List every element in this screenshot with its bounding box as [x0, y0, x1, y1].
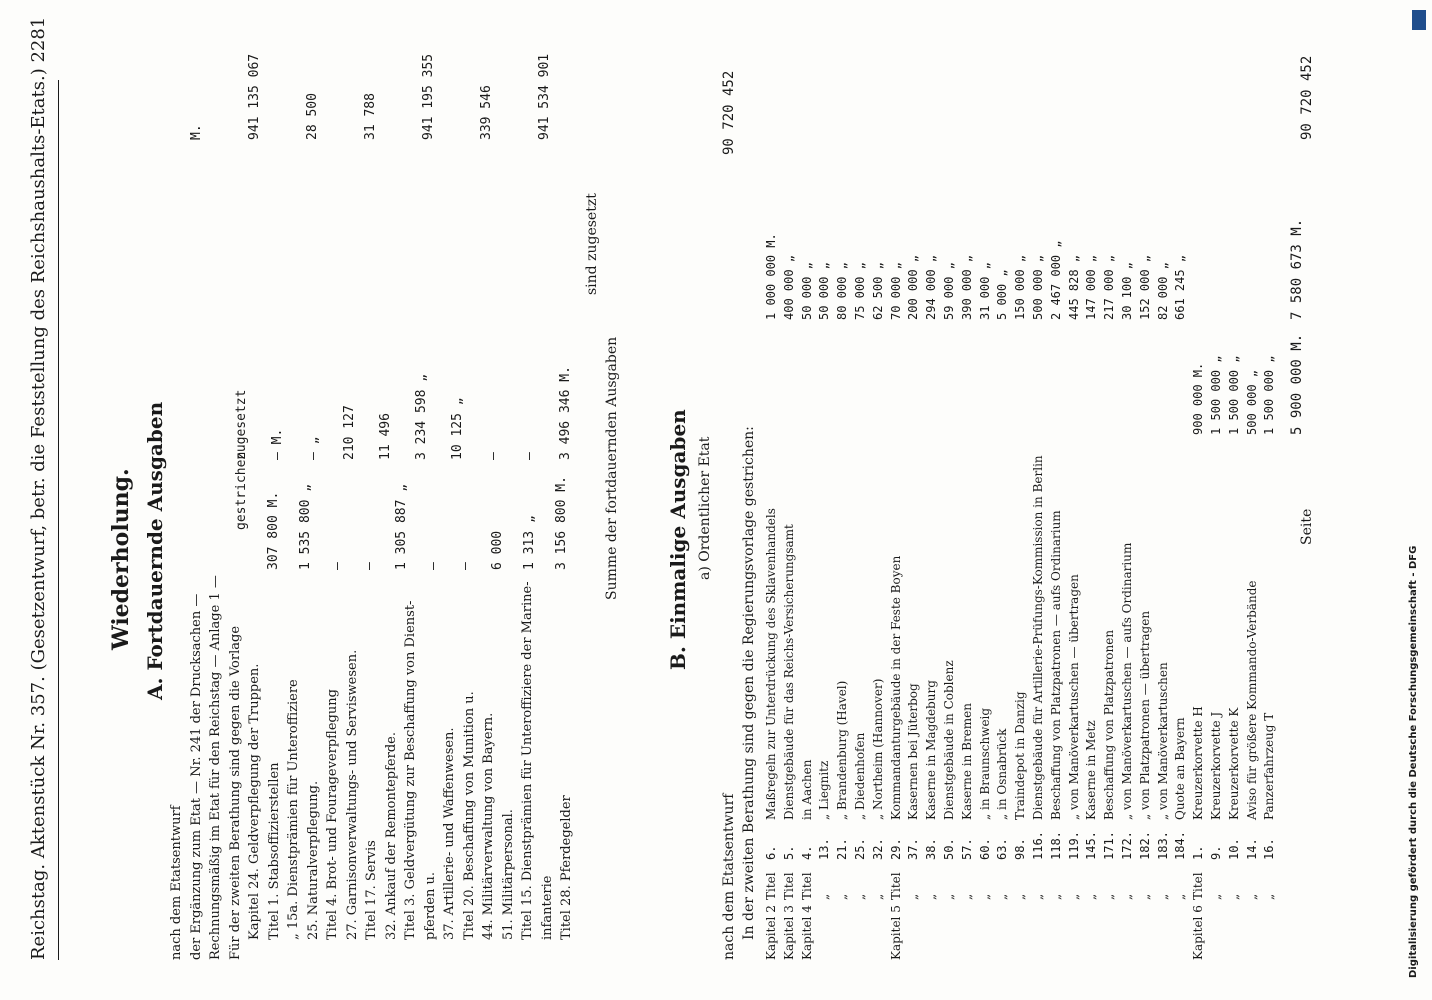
section-a-line: 27. Garnisonverwaltungs- und Serviswesen. [344, 649, 360, 940]
zugesetzt-value: — [522, 452, 537, 460]
b-desc: Kaserne in Metz [1084, 720, 1099, 820]
b-desc: Kreuzerkorvette K [1226, 707, 1241, 820]
b-desc: „ Northeim (Hannover) [870, 678, 885, 820]
sum-mid: 5 900 000 M. [1289, 333, 1305, 435]
section-a-line: Titel 4. Brot- und Fourageverpflegung [325, 689, 340, 940]
sind-zugesetzt: sind zugesetzt [584, 193, 600, 295]
b-desc: Kommandanturgebäude in der Feste Boyen [888, 555, 903, 820]
b-amount: 661 245 „ [1173, 254, 1188, 320]
b-desc: „ von Manöverkartuschen — übertragen [1066, 574, 1081, 820]
total-value: 28 500 [305, 93, 320, 140]
sidebar-credit [1404, 8, 1426, 988]
b-kapitel: Kapitel 2 [764, 905, 778, 960]
b-titel: Titel [781, 872, 796, 900]
section-a-line: Titel 17. Servis [364, 840, 379, 940]
b-amount: 30 100 „ [1120, 262, 1134, 320]
section-a-line: „ 15a. Dienstprämien für Unteroffiziere [286, 679, 301, 940]
gestrichen-value: — [362, 562, 377, 570]
b-titel: Titel [888, 872, 903, 900]
b-kapitel: Kapitel 3 [781, 905, 796, 960]
summe-fortdauernd: Summe der fortdauernden Ausgaben [604, 336, 620, 600]
zugesetzt-value: — „ [306, 436, 321, 460]
total-value: 31 788 [363, 93, 378, 140]
b-titel: „ [942, 893, 956, 900]
total-value: 941 534 901 [537, 53, 552, 140]
section-a-line: pferden u. [422, 871, 438, 940]
b-titel: „ [853, 893, 867, 900]
b-amount: 445 828 „ [1066, 254, 1081, 320]
b-titel: „ [1031, 893, 1045, 900]
zugesetzt-value: 210 127 [342, 405, 357, 460]
b-nr: 116. [1031, 831, 1045, 860]
section-a-line: Für der zweiten Berathung sind gegen die Vorlage [227, 625, 243, 960]
b-desc: Kreuzerkorvette H [1191, 706, 1206, 820]
b-nr: 5. [781, 845, 796, 860]
b-amount: 294 000 „ [924, 254, 939, 320]
b-desc: „ von Manöverkartuschen — aufs Ordinarium [1120, 542, 1134, 820]
section-a-line: der Ergänzung zum Etat — Nr. 241 der Drucksachen — [188, 593, 204, 960]
total-bottom: 90 720 452 [1299, 55, 1315, 140]
b-desc: Panzerfahrzeug T [1262, 712, 1277, 820]
b-desc: Kasernen bei Jüterbog [906, 683, 921, 820]
zugesetzt-value: 10 125 „ [450, 397, 465, 460]
b-desc: „ in Braunschweig [977, 707, 992, 820]
b-nr: 63. [995, 838, 1010, 860]
section-a-line: Rechnungsmäßig im Etat für den Reichstag — Anlage 1 — [208, 575, 223, 960]
b-amount: 150 000 „ [1013, 254, 1028, 320]
total-value: 941 195 355 [421, 53, 436, 140]
b-desc: Dienstgebäude für das Reichs-Versicherungsamt [781, 524, 796, 820]
b-titel: „ [995, 893, 1010, 900]
b-desc: „ Liegnitz [817, 760, 832, 820]
b-amount: 50 000 „ [799, 262, 814, 320]
section-a-line: Titel 3. Geldvergütung zur Beschaffung von Dienst- [403, 600, 418, 940]
b-nr: 21. [835, 838, 850, 860]
section-b-heading: B. Einmalige Ausgaben [666, 409, 690, 670]
b-titel: „ [1084, 893, 1099, 900]
b-nr: 172. [1120, 831, 1134, 860]
b-nr: 145. [1084, 831, 1099, 860]
b-desc: Dienstgebäude in Coblenz [942, 660, 956, 820]
b-titel: „ [1102, 893, 1117, 900]
b-amount: 400 000 „ [781, 254, 796, 320]
b-nr: 25. [853, 838, 867, 860]
b-nr: 171. [1102, 831, 1117, 860]
b-nr: 182. [1137, 831, 1152, 860]
zugesetzt-value: — [486, 452, 501, 460]
b-titel: „ [1013, 893, 1028, 900]
section-b-sub: a) Ordentlicher Etat [697, 436, 713, 580]
b-titel: „ [1120, 893, 1134, 900]
section-a-line: 32. Ankauf der Remontepferde. [383, 732, 399, 940]
b-nr: 38. [924, 838, 939, 860]
b-amount: 147 000 „ [1084, 254, 1099, 320]
b-nr: 119. [1066, 831, 1081, 860]
zugesetzt-value: 11 496 [378, 413, 393, 460]
b-amount: 500 000 „ [1244, 369, 1259, 435]
section-a-line: infanterie [539, 875, 555, 940]
b-desc: Beschaffung von Platzpatronen [1102, 629, 1117, 820]
b-desc: Aviso für größere Kommando-Verbände [1244, 580, 1259, 820]
b-titel: „ [924, 893, 939, 900]
gestrichen-value: 1 305 887 „ [394, 483, 409, 570]
b-amount: 200 000 „ [906, 254, 921, 320]
b-desc: Maßregeln zur Unterdrückung des Sklavenhandels [764, 508, 778, 820]
section-a-line: nach dem Etatsentwurf [169, 805, 184, 960]
section-b-intro1: nach dem Etatsentwurf [721, 793, 737, 960]
b-nr: 13. [817, 838, 832, 860]
b-desc: in Aachen [799, 759, 814, 820]
b-desc: Beschaffung von Platzpatronen — aufs Ordinarium [1048, 510, 1063, 820]
section-b-total-top: 90 720 452 [721, 70, 737, 155]
seite-label: Seite [1299, 508, 1315, 545]
b-titel: Titel [799, 872, 814, 900]
dfg-credit-text: Digitalisierung gefördert durch die Deutsche Forschungsgemeinschaft - DFG [1408, 545, 1419, 978]
page-header: Reichstag. Aktenstück Nr. 357. (Gesetzentwurf, betr. die Feststellung des Reichshaushalts-Etats.) 2281 [28, 16, 49, 960]
section-a-heading: A. Fortdauernde Ausgaben [143, 401, 167, 700]
b-titel: Titel [1191, 872, 1206, 900]
total-value: M. [189, 124, 204, 140]
b-amount: 390 000 „ [959, 254, 974, 320]
section-a-line: 37. Artillerie- und Waffenwesen. [442, 727, 457, 940]
b-nr: 16. [1262, 838, 1277, 860]
b-nr: 10. [1226, 838, 1241, 860]
b-desc: Dienstgebäude für Artillerie-Prüfungs-Kommission in Berlin [1031, 455, 1045, 820]
b-titel: „ [1209, 893, 1223, 900]
b-amount: 80 000 „ [835, 262, 850, 320]
b-titel: „ [906, 893, 921, 900]
b-titel: „ [1244, 893, 1259, 900]
b-desc: „ in Osnabrück [995, 728, 1010, 820]
b-amount: 75 000 „ [853, 262, 867, 320]
b-amount: 59 000 „ [942, 262, 956, 320]
gestrichen-value: — [458, 562, 473, 570]
b-desc: Traindepot in Danzig [1013, 691, 1028, 820]
gestrichen-value: 1 313 „ [522, 515, 537, 570]
b-amount: 50 000 „ [817, 262, 832, 320]
b-nr: 60. [977, 838, 992, 860]
b-titel: Titel [764, 872, 778, 900]
sum-right: 7 580 673 M. [1289, 218, 1305, 320]
b-kapitel: Kapitel 5 [888, 905, 903, 960]
b-amount: 500 000 „ [1031, 254, 1045, 320]
b-titel: „ [1173, 893, 1188, 900]
b-amount: 900 000 M. [1191, 362, 1206, 435]
b-amount: 31 000 „ [977, 262, 992, 320]
gestrichen-value: — [426, 562, 441, 570]
b-nr: 50. [942, 838, 956, 860]
b-titel: „ [1048, 893, 1063, 900]
header-rule [58, 80, 59, 960]
b-amount: 217 000 „ [1102, 254, 1117, 320]
b-desc: Kaserne in Magdeburg [924, 680, 939, 820]
section-a-line: 25. Naturalverpflegung. [305, 780, 321, 940]
b-amount: 1 500 000 „ [1262, 355, 1277, 435]
b-desc: „ Brandenburg (Havel) [835, 680, 850, 820]
b-nr: 29. [888, 838, 903, 860]
b-amount: 70 000 „ [888, 262, 903, 320]
b-titel: „ [1137, 893, 1152, 900]
b-titel: „ [817, 893, 832, 900]
b-titel: „ [835, 893, 850, 900]
b-titel: „ [1155, 893, 1170, 900]
b-nr: 183. [1155, 831, 1170, 860]
b-nr: 37. [906, 838, 921, 860]
gestrichen-value: 3 156 800 M. [554, 476, 569, 570]
section-b-intro2: In der zweiten Berathung sind gegen die Regierungsvorlage gestrichen: [741, 426, 757, 940]
gestrichen-value: — [330, 562, 345, 570]
wiederholung-heading: Wiederholung. [108, 468, 134, 650]
b-nr: 184. [1173, 831, 1188, 860]
zugesetzt-value: zugesetzt [234, 389, 249, 460]
b-titel: „ [1262, 893, 1277, 900]
total-value: 941 135 067 [247, 53, 262, 140]
section-a-line: 44. Militärverwaltung von Bayern. [481, 712, 496, 940]
b-desc: Quote an Bayern [1173, 717, 1188, 820]
b-amount: 82 000 „ [1155, 262, 1170, 320]
b-nr: 6. [764, 845, 778, 860]
gestrichen-value: 1 535 800 „ [298, 483, 313, 570]
b-nr: 1. [1191, 845, 1206, 860]
zugesetzt-value: — M. [270, 428, 285, 460]
section-a-line: Kapitel 24. Geldverpflegung der Truppen. [247, 663, 262, 940]
b-titel: „ [1226, 893, 1241, 900]
b-desc: „ von Manöverkartuschen [1155, 662, 1170, 820]
zugesetzt-value: 3 496 346 M. [558, 366, 573, 460]
total-value: 339 546 [479, 85, 494, 140]
b-kapitel: Kapitel 4 [799, 905, 814, 960]
b-nr: 4. [799, 845, 814, 860]
gestrichen-value: 307 800 M. [266, 491, 281, 570]
section-a-line: Titel 20. Beschaffung von Munition u. [461, 691, 477, 940]
section-a-line: Titel 1. Stabsoffizierstellen [266, 762, 282, 940]
b-amount: 152 000 „ [1137, 254, 1152, 320]
section-a-line: Titel 28. Pferdegelder [559, 795, 574, 940]
section-a-line: Titel 15. Dienstprämien für Unteroffiziere der Marine- [520, 581, 535, 940]
b-nr: 98. [1013, 838, 1028, 860]
gestrichen-value: 6 000 [490, 530, 505, 570]
b-amount: 62 500 „ [870, 262, 885, 320]
zugesetzt-value: 3 234 598 „ [414, 373, 429, 460]
b-nr: 14. [1244, 838, 1259, 860]
b-amount: 5 000 „ [995, 269, 1010, 320]
b-titel: „ [870, 893, 885, 900]
b-amount: 1 500 000 „ [1209, 355, 1223, 435]
section-a-line: 51. Militärpersonal. [500, 809, 516, 940]
b-kapitel: Kapitel 6 [1191, 905, 1206, 960]
b-nr: 118. [1048, 831, 1063, 860]
b-titel: „ [977, 893, 992, 900]
b-desc: Kreuzerkorvette J [1209, 711, 1223, 820]
b-titel: „ [1066, 893, 1081, 900]
b-titel: „ [959, 893, 974, 900]
b-amount: 2 467 000 „ [1048, 240, 1063, 320]
b-nr: 32. [870, 838, 885, 860]
b-nr: 9. [1209, 845, 1223, 860]
b-desc: „ von Platzpatronen — übertragen [1137, 610, 1152, 820]
b-nr: 57. [959, 838, 974, 860]
b-desc: „ Diedenhofen [853, 732, 867, 820]
b-amount: 1 500 000 „ [1226, 355, 1241, 435]
b-amount: 1 000 000 M. [764, 233, 778, 320]
dfg-logo [1412, 10, 1426, 30]
gestrichen-value: gestrichen [234, 451, 249, 530]
b-desc: Kaserne in Bremen [959, 702, 974, 820]
